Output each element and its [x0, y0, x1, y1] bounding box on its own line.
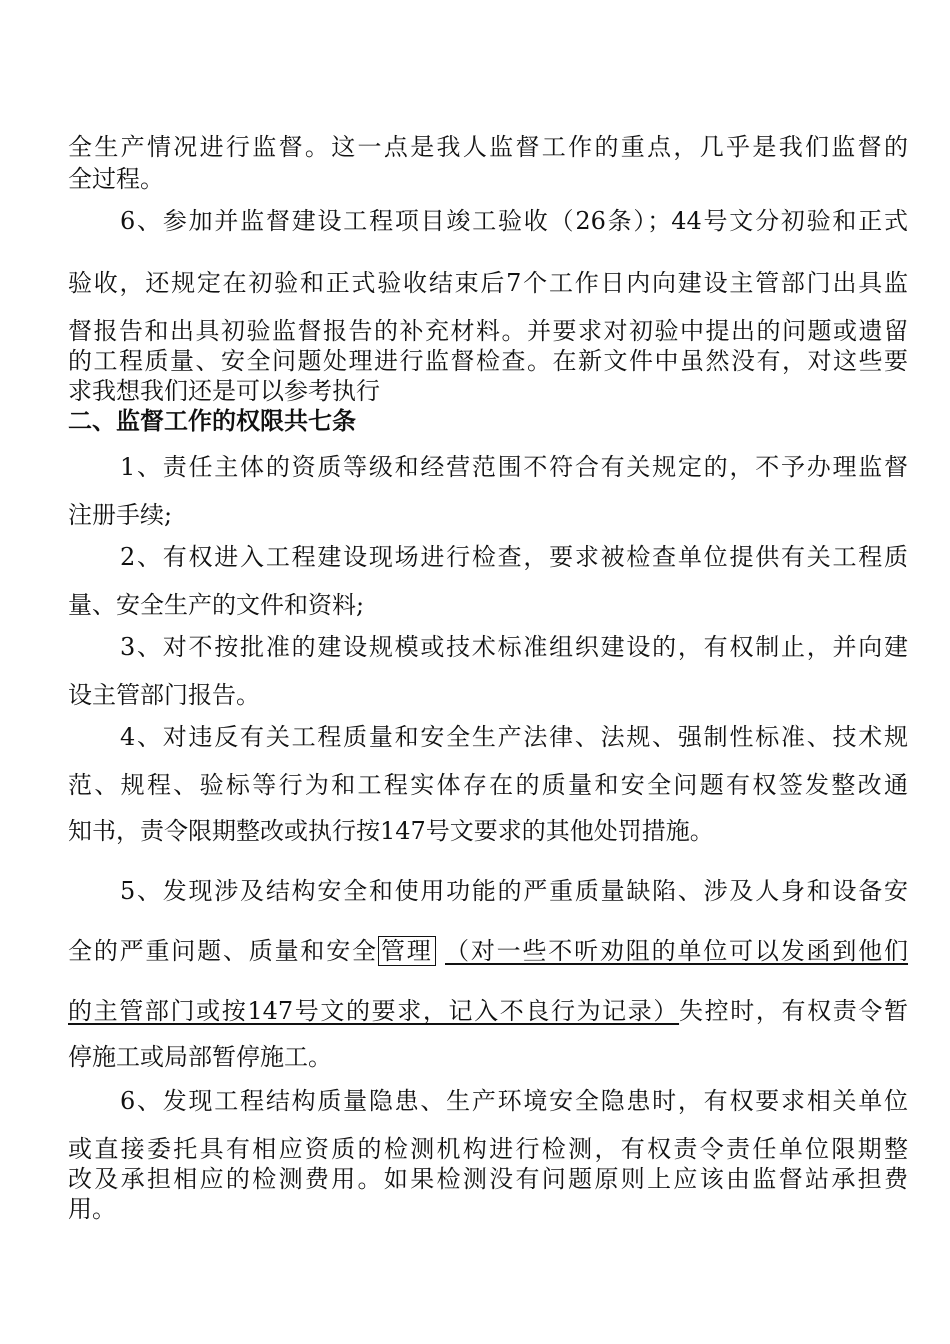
text-line: 知书，责令限期整改或执行按147号文要求的其他处罚措施。 [68, 817, 714, 845]
text-line: 6、参加并监督建设工程项目竣工验收（26条）；44号文分初验和正式 [120, 207, 908, 235]
text-segment: 失控时，有权责令暂 [679, 997, 908, 1025]
text-line: 设主管部门报告。 [68, 681, 260, 709]
text-line: 改及承担相应的检测费用。如果检测没有问题原则上应该由监督站承担费 [68, 1165, 908, 1193]
text-line: 求我想我们还是可以参考执行 [68, 377, 380, 405]
inserted-text: 的主管部门或按147号文的要求，记入不良行为记录） [68, 997, 680, 1025]
text-line: 的工程质量、安全问题处理进行监督检查。在新文件中虽然没有，对这些要 [68, 347, 908, 375]
section-heading: 二、监督工作的权限共七条 [68, 406, 356, 435]
text-line: 注册手续; [68, 501, 173, 529]
inserted-text: （对一些不听劝阻的单位可以发函到他们 [445, 937, 909, 965]
comment-anchor-box[interactable]: 管理 [378, 936, 436, 966]
text-line: 1、责任主体的资质等级和经营范围不符合有关规定的，不予办理监督 [120, 453, 908, 481]
text-line: 用。 [68, 1195, 116, 1223]
text-line-annotated [68, 996, 908, 1026]
text-line: 督报告和出具初验监督报告的补充材料。并要求对初验中提出的问题或遗留 [68, 317, 908, 345]
text-line: 2、有权进入工程建设现场进行检查，要求被检查单位提供有关工程质 [120, 543, 908, 571]
text-line-annotated [68, 936, 908, 966]
text-segment: 全的严重问题、质量和安全 [68, 937, 378, 965]
text-line: 3、对不按批准的建设规模或技术标准组织建设的，有权制止，并向建 [120, 633, 908, 661]
text-line: 4、对违反有关工程质量和安全生产法律、法规、强制性标准、技术规 [120, 723, 908, 751]
text-line: 或直接委托具有相应资质的检测机构进行检测，有权责令责任单位限期整 [68, 1135, 908, 1163]
text-line: 5、发现涉及结构安全和使用功能的严重质量缺陷、涉及人身和设备安 [120, 877, 908, 905]
text-line: 停施工或局部暂停施工。 [68, 1043, 332, 1071]
text-line: 量、安全生产的文件和资料; [68, 591, 365, 619]
text-line: 范、规程、验标等行为和工程实体存在的质量和安全问题有权签发整改通 [68, 771, 908, 799]
text-line: 6、发现工程结构质量隐患、生产环境安全隐患时，有权要求相关单位 [120, 1087, 908, 1115]
text-line: 验收，还规定在初验和正式验收结束后7个工作日内向建设主管部门出具监 [68, 269, 908, 297]
text-line: 全过程。 [68, 165, 164, 193]
text-line: 全生产情况进行监督。这一点是我人监督工作的重点，几乎是我们监督的 [68, 133, 908, 161]
